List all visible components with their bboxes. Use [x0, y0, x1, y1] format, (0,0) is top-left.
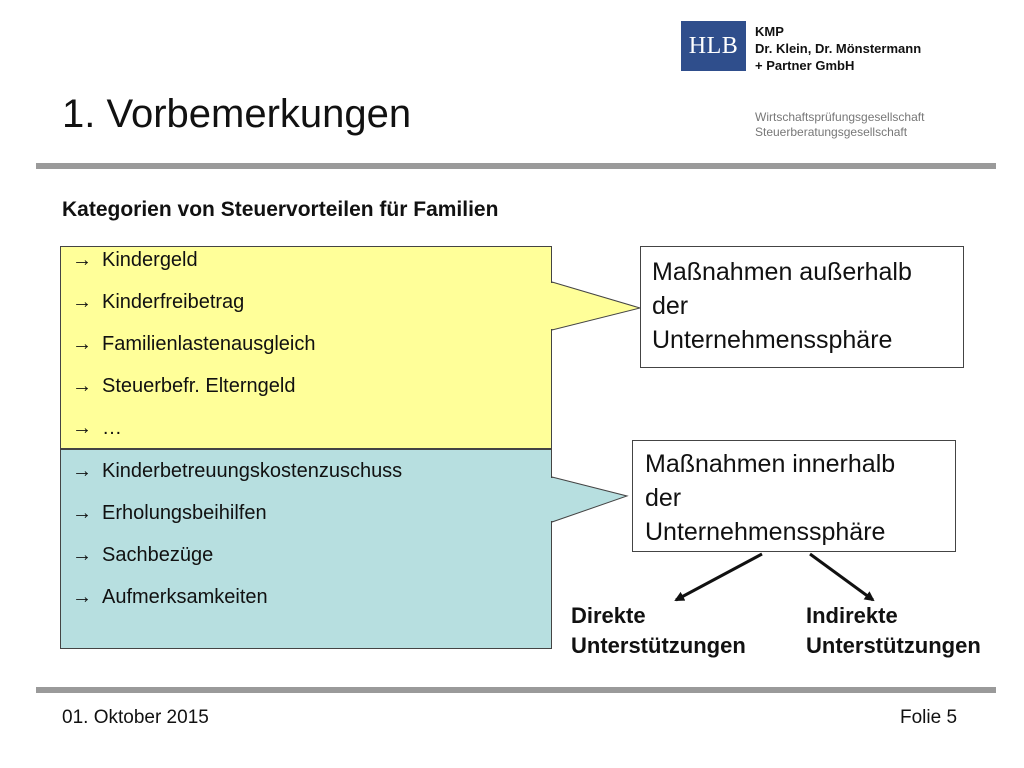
arrow-right-icon: →: [72, 417, 92, 439]
arrow-right-icon: →: [72, 502, 92, 524]
company-name-line: + Partner GmbH: [755, 58, 855, 73]
company-type-line: Wirtschaftsprüfungsgesellschaft: [755, 110, 925, 124]
list-item-label: Erholungsbeihilfen: [102, 502, 267, 524]
list-item-label: Sachbezüge: [102, 544, 214, 566]
list-item-label: Aufmerksamkeiten: [102, 586, 268, 608]
list-item-label: Kinderfreibetrag: [102, 291, 245, 313]
branch-label-line: Direkte: [571, 603, 646, 628]
bottom-divider: [36, 687, 996, 693]
list-item-label: Familienlastenausgleich: [102, 333, 316, 355]
arrow-right-icon: →: [72, 586, 92, 608]
slide-title: 1. Vorbemerkungen: [62, 92, 412, 136]
callout-line: Unternehmenssphäre: [652, 326, 893, 354]
hlb-logo: HLB: [681, 21, 746, 71]
company-type-line: Steuerberatungsgesellschaft: [755, 125, 908, 139]
arrow-right-icon: →: [72, 249, 92, 271]
direct-support-label: [571, 601, 746, 661]
outer-callout-tail: [552, 282, 640, 330]
company-name-line: KMP: [755, 24, 784, 39]
list-item-label: Kinderbetreuungskostenzuschuss: [102, 460, 403, 482]
section-subtitle: Kategorien von Steuervorteilen für Familien: [62, 198, 499, 221]
callout-line: der: [645, 484, 682, 512]
callout-line: Unternehmenssphäre: [645, 518, 886, 546]
arrow-to-indirekte: [810, 554, 873, 600]
callout-line: der: [652, 292, 689, 320]
arrow-right-icon: →: [72, 291, 92, 313]
arrow-to-direkte: [676, 554, 762, 600]
callout-line: Maßnahmen außerhalb: [652, 258, 912, 286]
list-item-label: Kindergeld: [102, 249, 198, 271]
footer-date: 01. Oktober 2015: [62, 707, 209, 728]
inner-callout-tail: [552, 477, 627, 522]
arrow-right-icon: →: [72, 460, 92, 482]
arrow-right-icon: →: [72, 544, 92, 566]
list-item-label: …: [102, 417, 122, 439]
inside-measures-callout: [632, 440, 956, 552]
company-name-line: Dr. Klein, Dr. Mönstermann: [755, 41, 922, 56]
arrow-right-icon: →: [72, 333, 92, 355]
indirect-support-label: [806, 601, 981, 661]
outside-measures-callout: [640, 246, 964, 368]
branch-label-line: Indirekte: [806, 603, 898, 628]
arrow-right-icon: →: [72, 375, 92, 397]
branch-label-line: Unterstützungen: [806, 633, 981, 658]
slide-number: Folie 5: [900, 707, 958, 728]
branch-label-line: Unterstützungen: [571, 633, 746, 658]
callout-line: Maßnahmen innerhalb: [645, 450, 896, 478]
list-item-label: Steuerbefr. Elterngeld: [102, 375, 296, 397]
